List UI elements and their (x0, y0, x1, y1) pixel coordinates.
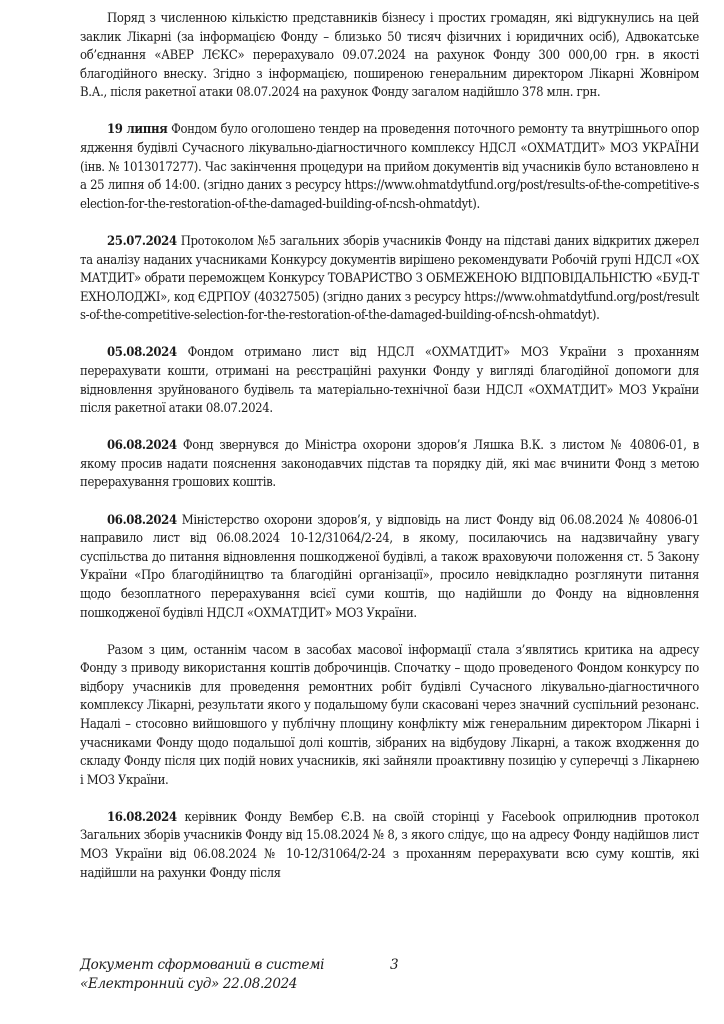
paragraph-lead: 16.08.2024 (107, 809, 177, 825)
paragraph-tender-19-july (80, 121, 699, 214)
paragraph-appeal-06-08-2024 (80, 437, 699, 493)
paragraph-protocol-25-07-2024 (80, 233, 699, 326)
page-number: 3 (390, 957, 399, 973)
paragraph-text: Міністерство охорони здоров’я, у відповідь на лист Фонду від 06.08.2024 № 40806-01 направило лист від 06.08.2024 10-12/31064/2-24, в якому, посилаючись на надзвичайну увагу суспільства до питання відновлення пошкодженої будівлі, а також враховуючи положення ст. 5 Закону України «Про благодійництво та благодійні організації», просило невідкладно розглянути питання щодо безоплатного перерахування всієї суми коштів, що надійшли до Фонду на відновлення пошкодженої будівлі НДСЛ «ОХМАТДИТ» МОЗ України. (80, 512, 699, 621)
document-body (80, 10, 699, 902)
paragraph-text: Фондом отримано лист від НДСЛ «ОХМАТДИТ» МОЗ України з проханням перерахувати кошти, отримані на реєстраційні рахунки Фонду у вигляді благодійної допомоги для відновлення зруйнованого будівель та матеріально-технічної бази НДСЛ «ОХМАТДИТ» МОЗ України після ракетної атаки 08.07.2024. (80, 345, 699, 417)
paragraph-lead: 06.08.2024 (107, 512, 177, 528)
paragraph-text: Разом з цим, останнім часом в засобах масової інформації стала з’являтись критика на адресу Фонду з приводу використання коштів доброчинців. Спочатку – щодо проведеного Фондом конкурсу по відбору учасників для проведення ремонтних робіт будівлі Сучасного лікувально-діагностичного комплексу Лікарні, результати якого у подальшому були скасовані через значний суспільний резонанс. Надалі – стосовно вийшовшого у публічну площину конфлікту між генеральним директором Лікарні і учасниками Фонду щодо подальшої долі коштів, зібраних на відбудову Лікарні, а також входження до складу Фонду після цих подій нових учасників, які зайняли проактивну позицію у суперечці з Лікарнею і МОЗ України. (80, 642, 699, 788)
paragraph-facebook-16-08-2024 (80, 809, 699, 883)
paragraph-lead: 05.08.2024 (107, 345, 177, 361)
paragraph-lead: 06.08.2024 (107, 438, 177, 454)
paragraph-text: керівник Фонду Вембер Є.В. на своїй сторінці у Facebook оприлюднив протокол Загальних зборів учасників Фонду від 15.08.2024 № 8, з якого слідує, що на адресу Фонду надійшов лист МОЗ України від 06.08.2024 № 10-12/31064/2-24 з проханням перерахувати всю суму коштів, які надійшли на рахунки Фонду після (80, 809, 699, 881)
footer-line-system: Документ сформований в системі (80, 957, 325, 973)
paragraph-text: Поряд з численною кількістю представників бізнесу і простих громадян, які відгукнулись на цей заклик Лікарні (за інформацією Фонду – близько 50 тисяч фізичних і юридичних осіб), Адвокатське об’єднання «АВЕР ЛЄКС» перерахувало 09.07.2024 на рахунок Фонду 300 000,00 грн. в якості благодійного внеску. Згідно з інформацією, поширеною генеральним директором Лікарні Жовніром В.А., після ракетної атаки 08.07.2024 на рахунок Фонду загалом надійшло 378 млн. грн. (80, 11, 699, 101)
paragraph-media-criticism (80, 642, 699, 791)
paragraph-lead: 19 липня (107, 122, 168, 138)
page-footer (80, 956, 480, 993)
paragraph-ministry-reply-06-08-2024 (80, 512, 699, 624)
paragraph-lead: 25.07.2024 (107, 233, 177, 249)
footer-line-date: «Електронний суд» 22.08.2024 (80, 975, 298, 992)
paragraph-text: Фондом було оголошено тендер на проведення поточного ремонту та внутрішнього опорядження будівлі Сучасного лікувально-діагностичного комплексу НДСЛ «ОХМАТДИТ» МОЗ УКРАЇНИ (інв. № 1013017277). Час закінчення процедури на прийом документів від учасників було встановлено на 25 липня об 14:00. (згідно даних з ресурсу https://www.ohmatdytfund.org/post/results-of-the-competitive-selection-for-the-restoration-of-the-damaged-building-of-ncsh-ohmatdyt). (80, 122, 700, 212)
paragraph-donations (80, 10, 699, 103)
paragraph-text: Фонд звернувся до Міністра охорони здоров’я Ляшка В.К. з листом № 40806-01, в якому просив надати пояснення законодавчих підстав та порядку дій, які має вчинити Фонд з метою перерахування грошових коштів. (80, 438, 699, 491)
paragraph-text: Протоколом №5 загальних зборів учасників Фонду на підставі даних відкритих джерел та аналізу наданих учасниками Конкурсу документів вирішено рекомендувати Робочій групі НДСЛ «ОХМАТДИТ» обрати переможцем Конкурсу ТОВАРИСТВО З ОБМЕЖЕНОЮ ВІДПОВІДАЛЬНІСТЮ «БУД-ТЕХНОЛОДЖІ», код ЄДРПОУ (40327505) (згідно даних з ресурсу https://www.ohmatdytfund.org/post/results-of-the-competitive-selection-for-the-restoration-of-the-damaged-building-of-ncsh-ohmatdyt). (80, 233, 699, 324)
paragraph-letter-05-08-2024 (80, 344, 699, 418)
